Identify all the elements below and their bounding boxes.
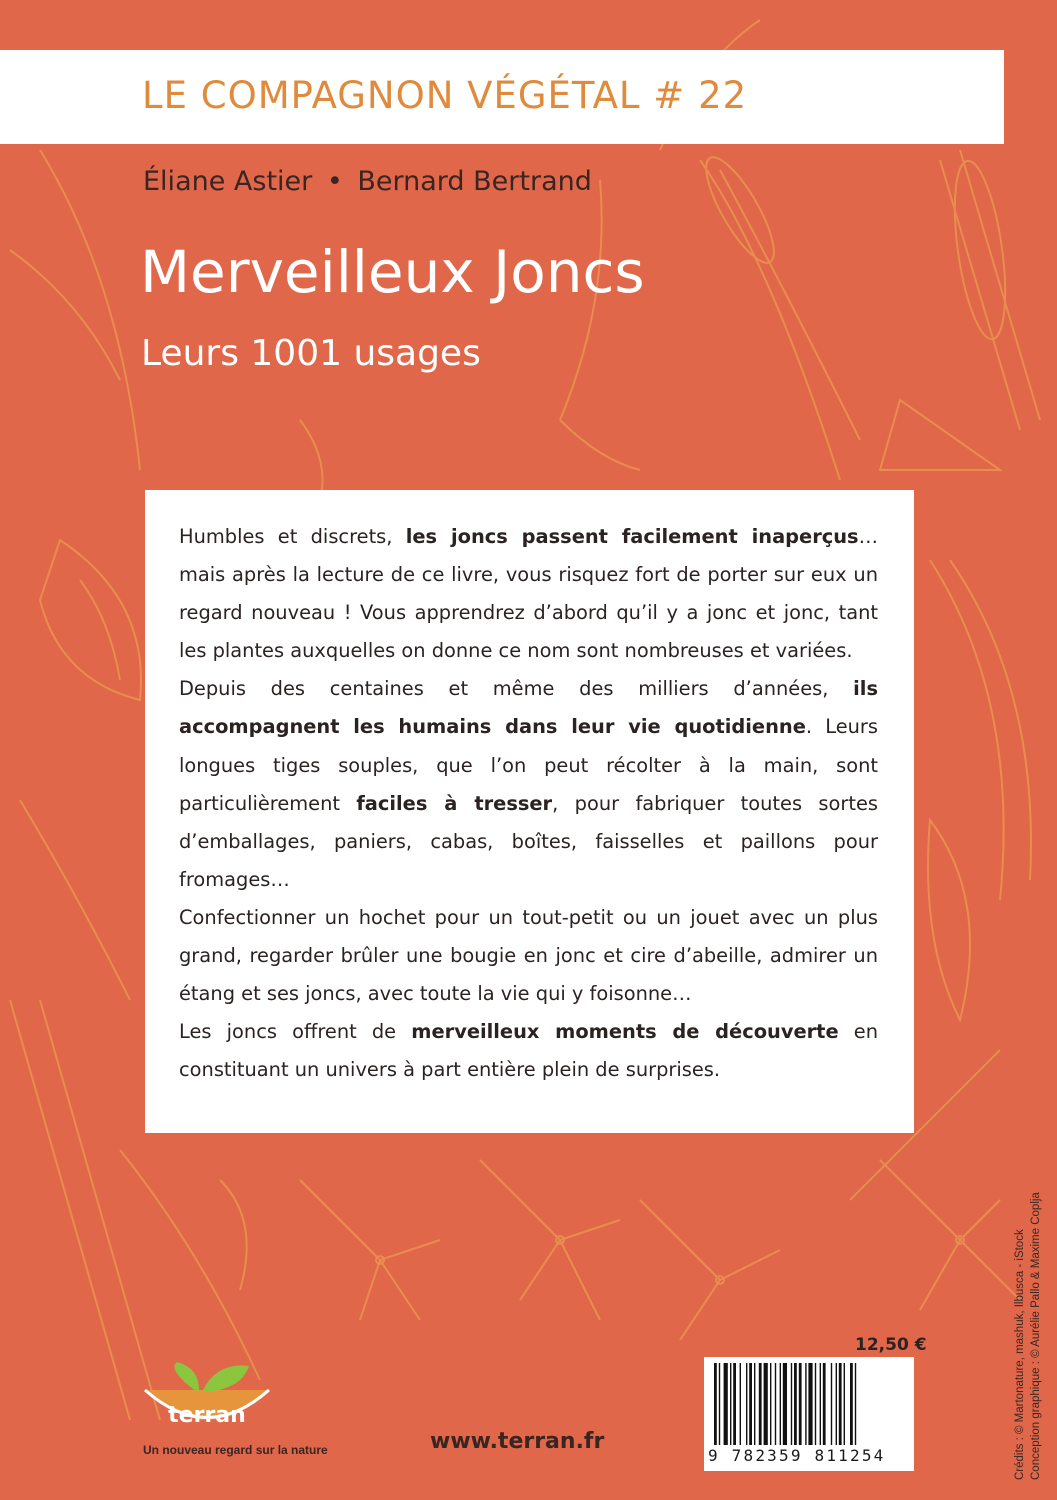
blurb-text-run: en constituant un univers à part entière plein de surprises. [179, 1020, 878, 1082]
barcode-bar [815, 1363, 816, 1445]
barcode-bar [724, 1363, 728, 1445]
barcode-bar [783, 1363, 787, 1445]
terran-logo [137, 1360, 277, 1446]
barcode-bar [775, 1363, 776, 1445]
blurb-text-run: , pour fabriquer toutes sortes d’emballages, paniers, cabas, boîtes, faisselles et paillons pour fromages… [179, 791, 878, 891]
author-name: Éliane Astier [143, 166, 313, 197]
blurb-paragraph [179, 1013, 878, 1089]
logo-wordmark: terran [168, 1403, 246, 1428]
blurb-paragraph [179, 899, 878, 1013]
blurb-text-run: … mais après la lecture de ce livre, vous risquez fort de porter sur eux un regard nouveau ! Vous apprendrez d’abord qu’il y a jonc et jonc, tant les plantes auxquelles on donne ce nom sont nombreuses et variées. [179, 525, 878, 663]
blurb-paragraph [179, 670, 878, 899]
barcode-bar [794, 1363, 797, 1445]
barcode-bar [831, 1363, 832, 1445]
barcode-bar [746, 1363, 747, 1445]
barcode-bar [839, 1363, 842, 1445]
book-subtitle: Leurs 1001 usages [141, 333, 481, 374]
barcode-bar [820, 1363, 821, 1445]
barcode-bar [791, 1363, 792, 1445]
blurb-text-run: Depuis des centaines et même des milliers d’années, [179, 677, 854, 701]
series-band [0, 50, 1004, 144]
isbn-barcode [704, 1357, 914, 1471]
credits-line: Crédits : © Martonature, mashuk, Ilbusca - iStock [1014, 1229, 1026, 1480]
barcode-bar [805, 1363, 806, 1445]
barcode-bar [740, 1363, 741, 1445]
barcode-bar [730, 1363, 731, 1445]
blurb-text-run: Les joncs offrent de [179, 1020, 412, 1044]
barcode-bar [770, 1363, 771, 1445]
barcode-bar [850, 1363, 853, 1445]
barcode-bar [714, 1363, 717, 1445]
barcode-bar [808, 1363, 812, 1445]
blurb-bold-run: merveilleux moments de découverte [411, 1020, 839, 1044]
blurb-text-run: Humbles et discrets, [179, 525, 406, 548]
credits-line: Conception graphique : © Aurélie Pallo & Maxime Coplja [1030, 1192, 1042, 1480]
series-title: LE COMPAGNON VÉGÉTAL # 22 [142, 74, 748, 117]
authors-line [143, 166, 592, 197]
photo-credits [1012, 1192, 1044, 1480]
barcode-bars [714, 1363, 904, 1445]
blurb-box [145, 490, 914, 1133]
blurb-text-run: . Leurs longues tiges souples, que l’on peut récolter à la main, sont particulièrement [179, 715, 879, 815]
barcode-bar [719, 1363, 720, 1445]
author-name: Bernard Bertrand [357, 166, 592, 197]
terran-logo-icon [137, 1360, 277, 1442]
blurb-text-run: Confectionner un hochet pour un tout-petit ou un jouet avec un plus grand, regarder brûler une bougie en jonc et cire d’abeille, admirer un étang et ses joncs, avec toute la vie qui y foisonne… [179, 905, 878, 1006]
publisher-tagline: Un nouveau regard sur la nature [143, 1443, 328, 1457]
barcode-bar [855, 1363, 856, 1445]
blurb-paragraph [179, 518, 878, 670]
barcode-bar [764, 1363, 768, 1445]
barcode-bar [823, 1363, 826, 1445]
barcode-bar [749, 1363, 752, 1445]
blurb-bold-run: ils accompagnent les humains dans leur vie quotidienne [179, 677, 878, 739]
author-separator: • [326, 166, 343, 197]
barcode-bar [754, 1363, 755, 1445]
blurb-bold-run: les joncs passent facilement inaperçus [405, 525, 859, 548]
barcode-bar [799, 1363, 802, 1445]
barcode-bar [844, 1363, 845, 1445]
isbn-number: 9 782359 811254 [708, 1446, 886, 1465]
publisher-website[interactable]: www.terran.fr [430, 1429, 605, 1454]
blurb-bold-run: faciles à tresser [356, 791, 553, 815]
barcode-bar [836, 1363, 837, 1445]
barcode-bar [780, 1363, 781, 1445]
barcode-bar [759, 1363, 762, 1445]
price-label: 12,50 € [855, 1335, 927, 1355]
book-title: Merveilleux Joncs [140, 238, 645, 306]
barcode-bar [733, 1363, 736, 1445]
